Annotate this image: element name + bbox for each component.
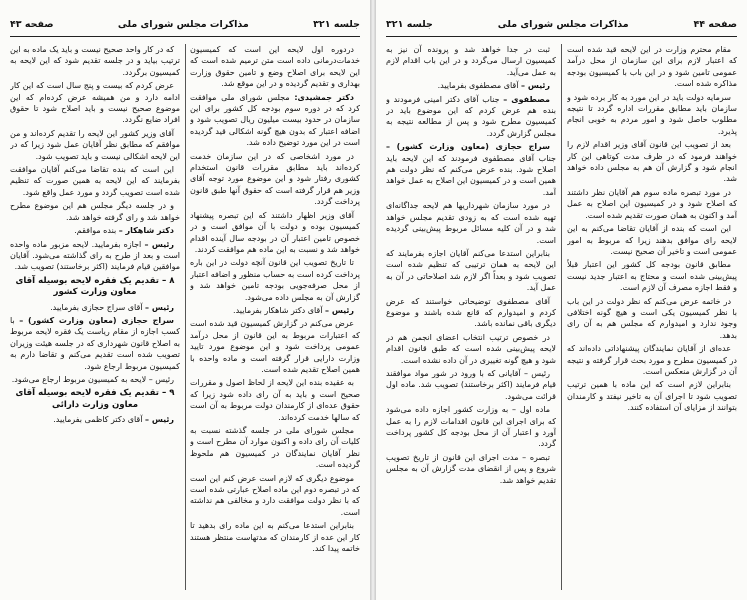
left-page-right-column xyxy=(190,44,360,594)
paragraph-text: عرض می‌کنم در گزارش کمیسیون قید شده است که اعتبارات مربوط به این قانون از محل درآمد عمومی پرداخت شود و این موضوع مورد تایید وزارت دارایی قرار گرفته است و ماده واحده با همین اصلاح تقدیم شده است. xyxy=(190,319,360,374)
paragraph-text: تا تاریخ تصویب این قانون آنچه دولت در این باره پرداخت کرده است به حساب منظور و اضافه اعتبار از محل صرفه‌جویی بودجه تامین خواهد شد و گزارش آن به مجلس داده می‌شود. xyxy=(190,258,360,302)
paragraph xyxy=(10,302,180,313)
paragraph-text: به عقیده بنده این لایحه از لحاظ اصول و مقررات صحیح است و باید به آن رای داده شود زیرا که حقوق عده‌ای از کارمندان دولت مربوط به آن است که سالها خدمت کرده‌اند. xyxy=(190,378,360,422)
paragraph-text: مجلس شورای ملی در جلسه گذشته نسبت به کلیات آن رای داده و اکنون موارد آن مطرح است و نظر آقایان نمایندگان در کمیسیون هم ملحوظ گردیده است. xyxy=(190,426,360,470)
right-page xyxy=(376,0,747,600)
section-heading: ۸ – تقدیم یک فقره لایحه بوسیله آقای معاون وزارت کشور xyxy=(15,275,175,298)
paragraph-text: مجلس شورای ملی موافقت کرد که در دوره سوم بودجه کل کشور برای این سازمان در حدود بیست میلیون ریال تصویب شود و اضافه اعتبار که بدون هیچ گونه اشکالی قید گردیده است در این مورد توضیح داده شد. xyxy=(190,92,360,148)
paragraph-text: آقای دکتر شاهکار بفرمایید. xyxy=(233,305,323,315)
paragraph-text: سرمایه دولت باید در این مورد به کار برده شود و سازمان باید مطابق مقررات اداره گردد تا نتیجه مطلوب حاصل شود و امور مردم به خوبی انجام پذیرد. xyxy=(567,92,737,136)
left-page-header xyxy=(10,14,360,34)
speaker-name: رئیس – xyxy=(145,415,174,425)
paragraph xyxy=(567,92,737,138)
paragraph xyxy=(190,520,360,554)
paragraph xyxy=(386,141,556,198)
paragraph xyxy=(190,257,360,303)
paragraph-text: رئیس – آقایانی که با ورود در شور مواد موافقند قیام فرمایند (اکثر برخاستند) تصویب شد. ماده اول قرائت می‌شود. xyxy=(386,368,556,401)
paragraph-text: در خصوص ترتیب انتخاب اعضای انجمن هم در لایحه پیش‌بینی شده است که طبق قانون اقدام شود و هیچ گونه تغییری در آن داده نشده است. xyxy=(386,332,556,365)
paragraph xyxy=(386,452,556,486)
paragraph xyxy=(386,94,556,140)
paragraph xyxy=(567,187,737,221)
paragraph-text: موضوع دیگری که لازم است عرض کنم این است که در تبصره دوم این ماده اصلاح عبارتی شده است که با نظر دولت موافقت دارد و مخالفی هم نداشته است. xyxy=(190,473,360,517)
paragraph xyxy=(386,296,556,330)
paragraph-text: بنابراین استدعا می‌کنم به این ماده رای بدهید تا کار این عده از کارمندان که مدتهاست منتظر هستند خاتمه پیدا کند. xyxy=(190,521,360,554)
left-page-number: صفحه ۴۳ xyxy=(10,18,54,30)
speaker-name: رئیس – xyxy=(325,305,354,315)
paragraph xyxy=(386,200,556,246)
right-page-title: مذاکرات مجلس شورای ملی xyxy=(497,18,629,30)
right-page-session: جلسه ۳۲۱ xyxy=(386,18,433,30)
paragraph xyxy=(567,296,737,342)
paragraph-text: با کسب اجازه از مقام ریاست یک فقره لایحه مربوط به اصلاح قانون شهرداری که در جلسه هیئت وزیران تصویب شده است تقدیم می‌کنم و تقاضا دارم به کمیسیون مربوط ارجاع شود. xyxy=(10,315,180,371)
paragraph xyxy=(386,248,556,294)
left-page-left-column xyxy=(10,44,180,594)
paragraph xyxy=(190,44,360,90)
paragraph xyxy=(567,343,737,377)
paragraph xyxy=(386,44,556,78)
paragraph xyxy=(190,377,360,423)
paragraph xyxy=(10,374,180,385)
paragraph-text: و در جلسه دیگر مجلس هم این موضوع مطرح خواهد شد و رای گرفته خواهد شد. xyxy=(10,201,180,222)
paragraph xyxy=(190,425,360,471)
paragraph-text: جناب آقای دکتر امینی فرمودند و بنده هم عرض کردم که این موضوع باید در کمیسیون مطرح شود و پس از مطالعه نتیجه به مجلس گزارش گردد. xyxy=(386,94,556,138)
left-column-divider xyxy=(185,44,186,590)
paragraph xyxy=(190,92,360,149)
paragraph xyxy=(190,305,360,316)
paragraph xyxy=(10,414,180,425)
paragraph xyxy=(10,239,180,273)
section-heading: ۹ – تقدیم یک فقره لایحه بوسیله آقای معاون وزارت دارائی xyxy=(15,388,175,410)
paragraph-text: جناب آقای مصطفوی فرمودند که این لایحه باید اصلاح شود. بنده عرض می‌کنم که نظر دولت هم همین است و در کمیسیون این اصلاح به عمل خواهد آمد. xyxy=(386,153,556,197)
right-page-left-column xyxy=(386,44,556,594)
paragraph-text: آقای مصطفوی بفرمایید. xyxy=(437,81,519,91)
paragraph-text: در خاتمه عرض می‌کنم که نظر دولت در این باب با نظر کمیسیون یکی است و هیچ گونه اختلافی وجود ندارد و امیدوارم که مجلس هم به آن رای بدهد. xyxy=(567,296,737,340)
paragraph-text: آقای دکتر کاظمی بفرمایید. xyxy=(53,415,143,425)
right-page-header xyxy=(386,14,737,34)
paragraph xyxy=(567,379,737,413)
paragraph xyxy=(386,404,556,450)
paragraph xyxy=(10,225,180,236)
speaker-name: مصطفوی – xyxy=(503,94,550,104)
paragraph-text: ثبت در جدا خواهد شد و پرونده آن نیز به کمیسیون ارسال می‌گردد و در این باب اقدام لازم به عمل می‌آید. xyxy=(386,45,556,77)
paragraph xyxy=(567,139,737,185)
paragraph xyxy=(567,259,737,293)
speaker-name: دکتر جمشیدی: xyxy=(294,92,355,102)
paragraph xyxy=(10,164,180,198)
speaker-name: رئیس – xyxy=(145,302,174,312)
paragraph-text: این است که بنده از آقایان تقاضا می‌کنم به این لایحه رای موافق بدهند زیرا که مربوط به امور عمومی است و تاخیر آن صحیح نیست. xyxy=(567,224,737,256)
speaker-name: سراج حجازی (معاون وزارت کشور) – xyxy=(19,315,175,325)
paragraph xyxy=(10,200,180,223)
paragraph-text: بنده موافقم. xyxy=(74,226,117,236)
right-page-right-column xyxy=(567,44,737,594)
speaker-name: رئیس – xyxy=(144,239,175,249)
paragraph-text: آقای وزیر کشور این لایحه را تقدیم کرده‌اند و من موافقم که مطابق نظر آقایان عمل شود زیرا که در این لایحه اشکالی نیست و باید تصویب شود. xyxy=(10,128,180,161)
paragraph-text: آقای وزیر اظهار داشتند که این تبصره پیشنهاد کمیسیون بوده و دولت با آن موافق است و در خصوص تامین اعتبار آن در بودجه سال آینده اقدام خواهد شد و نسبت به این ماده هم موافقت کردند. xyxy=(190,210,360,254)
paragraph-text: بعد از تصویب این قانون آقای وزیر اقدام لازم را خواهند فرمود که در ظرف مدت کوتاهی این کار انجام شود و گزارش آن هم به مجلس داده خواهد شد. xyxy=(567,140,737,184)
paragraph xyxy=(190,473,360,519)
paragraph-text: در مورد تبصره ماده سوم هم آقایان نظر داشتند که اصلاح شود و در کمیسیون این اصلاح به عمل آمد و اکنون به همان صورت تقدیم شده است. xyxy=(567,187,737,220)
paragraph-text: آقای مصطفوی توضیحاتی خواستند که عرض کردم و امیدوارم که قانع شده باشند و موضوع دیگری باقی نمانده باشد. xyxy=(386,296,556,329)
paragraph xyxy=(190,151,360,208)
paragraph xyxy=(10,128,180,162)
paragraph xyxy=(190,318,360,375)
paragraph-text: مقام محترم وزارت در این لایحه قید شده است که اعتبار لازم برای این سازمان از محل درآمد عمومی تامین شود و در این باب با کمیسیون بودجه مذاکره شده است. xyxy=(567,45,737,89)
left-header-rule xyxy=(10,36,360,37)
paragraph xyxy=(567,223,737,257)
left-page-session: جلسه ۳۲۱ xyxy=(313,18,360,30)
paragraph-text: ماده اول – به وزارت کشور اجازه داده می‌شود که برای اجرای این قانون اقدامات لازم را به عمل آورد و اعتبار آن از محل بودجه کل کشور پرداخت گردد. xyxy=(386,405,556,449)
paragraph-text: در مورد اشخاصی که در این سازمان خدمت کرده‌اند باید مطابق مقررات قانون استخدام کشوری رفتار شود و این موضوع مورد توجه آقای وزیر هم قرار گرفته است که حقوق آنها طبق قانون پرداخت گردد. xyxy=(190,151,360,207)
paragraph-text: که در کار واحد صحیح نیست و باید یک ماده به این ترتیب بیاید و در جلسه تقدیم شود که این لایحه به کمیسیون برگردد. xyxy=(10,45,180,77)
paragraph xyxy=(10,80,180,126)
right-column-divider xyxy=(561,44,562,590)
speaker-name: رئیس – xyxy=(521,81,550,91)
paragraph xyxy=(10,315,180,372)
paragraph-text: بنابراین استدعا می‌کنم آقایان اجازه بفرمایند که این لایحه به همان ترتیبی که تنظیم شده است تصویب شود و بعداً اگر لازم شد اصلاحاتی در آن به عمل آید. xyxy=(386,248,556,293)
paragraph-text: بنابراین لازم است که این ماده با همین ترتیب تصویب شود تا اجرای آن به تاخیر نیفتد و کارمندان بتوانند از مزایای آن استفاده کنند. xyxy=(567,380,737,413)
paragraph xyxy=(386,332,556,366)
paragraph xyxy=(190,210,360,256)
paragraph-text: عده‌ای از آقایان نمایندگان پیشنهاداتی داده‌اند که در کمیسیون مطرح و مورد بحث قرار گرفته و نتیجه آن در گزارش منعکس است. xyxy=(567,344,737,376)
paragraph-text: رئیس – لایحه به کمیسیون مربوط ارجاع می‌شود. xyxy=(11,374,174,384)
paragraph-text: مطابق قانون بودجه کل کشور این اعتبار قبلاً پیش‌بینی شده است و محتاج به اعتبار جدید نیست و فقط اجازه مصرف آن لازم است. xyxy=(567,260,737,293)
paragraph-text: تبصره – مدت اجرای این قانون از تاریخ تصویب شروع و پس از انقضای مدت گزارش آن به مجلس تقدیم خواهد شد. xyxy=(386,452,556,485)
right-header-rule xyxy=(386,36,737,37)
paragraph xyxy=(567,44,737,90)
speaker-name: سراج حجازی (معاون وزارت کشور) – xyxy=(386,142,550,152)
paragraph xyxy=(10,44,180,78)
paragraph xyxy=(386,80,556,91)
right-page-number: صفحه ۴۴ xyxy=(693,18,737,30)
paragraph-text: دردوره اول لایحه این است که کمیسیون خدمات‌درمانی داده است متن ترمیم شده است که این لایحه برای اصلاح وضع و تامین حقوق وزارت بهداری و تقدیم گردیده و در این موقع شد. xyxy=(190,45,360,89)
left-page-title: مذاکرات مجلس شورای ملی xyxy=(117,18,249,30)
paragraph-text: در مورد سازمان شهرداریها هم لایحه جداگانه‌ای تهیه شده است که به زودی تقدیم مجلس خواهد شد و در آن کلیه مسائل مربوط پیش‌بینی گردیده است. xyxy=(386,201,556,245)
paragraph-text: اجازه بفرمایید. لایحه مزبور ماده واحده است و بعد از طرح به رای گذاشته می‌شود. آقایان موافقین قیام فرمایند (اکثر برخاستند) تصویب شد. xyxy=(10,239,180,272)
speaker-name: دکتر شاهکار – xyxy=(118,226,174,236)
paragraph-text: این است که بنده تقاضا می‌کنم آقایان موافقت بفرمایند که این لایحه به همین صورت که تنظیم شده است تصویب گردد و مورد عمل واقع شود. xyxy=(10,165,180,197)
paragraph-text: آقای سراج حجازی بفرمایید. xyxy=(50,302,143,312)
left-page xyxy=(0,0,370,600)
paragraph-text: عرض کردم که بیست و پنج سال است که این کار ادامه دارد و من همیشه عرض کرده‌ام که این موضوع صحیح نیست و باید اصلاح شود تا حقوق افراد ضایع نگردد. xyxy=(10,81,180,125)
paragraph xyxy=(386,368,556,402)
